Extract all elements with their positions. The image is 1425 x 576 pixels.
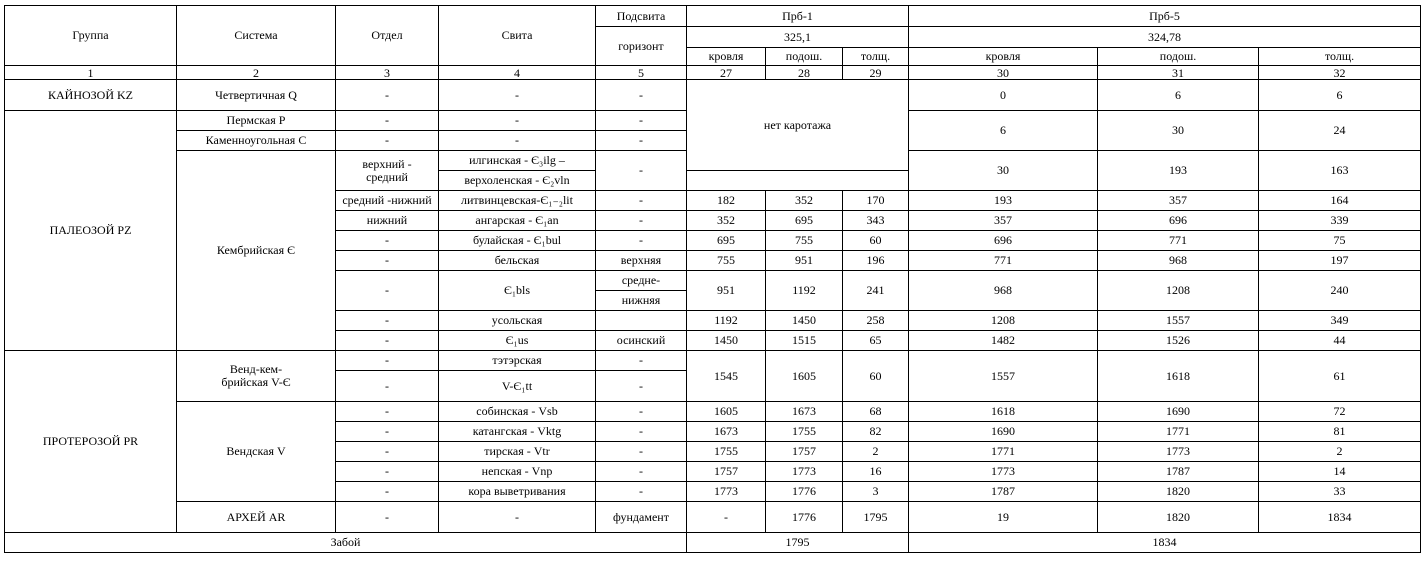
- svita-lit: литвинцевская-Є₁₋₂lit: [439, 191, 596, 211]
- otdel-cell: -: [336, 111, 439, 131]
- w2-podosh: 193: [1098, 151, 1259, 191]
- w1-krovlya: 1605: [687, 402, 766, 422]
- w1-krovlya: 1192: [687, 311, 766, 331]
- header-w1-krovlya: кровля: [687, 48, 766, 66]
- otdel-sred-nizh: средний -нижний: [336, 191, 439, 211]
- w2-tolsch: 24: [1259, 111, 1421, 151]
- w2-krovlya: 771: [909, 251, 1098, 271]
- stratigraphy-table: [4, 5, 1421, 553]
- otdel-cell: -: [336, 371, 439, 402]
- system-vend: Вендская V: [177, 402, 336, 502]
- otdel-cell: -: [336, 482, 439, 502]
- w1-krovlya: 1776: [766, 502, 843, 533]
- stratigraphy-table-container: [4, 5, 1421, 553]
- svita-tir: тирская - Vtr: [439, 442, 596, 462]
- w2-podosh: 1526: [1098, 331, 1259, 351]
- column-numbers-row: [5, 66, 1421, 80]
- w1-podosh: 1450: [766, 311, 843, 331]
- footer-zaboy-label: Забой: [5, 533, 687, 553]
- podsvita-cell: -: [596, 351, 687, 371]
- w2-tolsch: 240: [1259, 271, 1421, 311]
- w2-tolsch: 164: [1259, 191, 1421, 211]
- w1-tolsch: 258: [843, 311, 909, 331]
- header-sistema: Система: [177, 6, 336, 66]
- system-c: Каменноугольная C: [177, 131, 336, 151]
- w1-tolsch: 65: [843, 331, 909, 351]
- w1-krovlya: 1773: [687, 482, 766, 502]
- w1-podosh: 352: [766, 191, 843, 211]
- w2-tolsch: 339: [1259, 211, 1421, 231]
- w2-krovlya: 0: [909, 80, 1098, 111]
- w2-tolsch: 72: [1259, 402, 1421, 422]
- w2-krovlya: 30: [909, 151, 1098, 191]
- no-log-cell: нет каротажа: [687, 80, 909, 171]
- w2-tolsch: 349: [1259, 311, 1421, 331]
- podsvita-cell: -: [596, 151, 687, 191]
- podsvita-cell: -: [596, 462, 687, 482]
- w1-tolsch: 19: [909, 502, 1098, 533]
- svita-vtt: V-Є₁tt: [439, 371, 596, 402]
- footer-zaboy-well-2: 1834: [909, 533, 1421, 553]
- table-row: [5, 80, 1421, 111]
- w1-podosh: 1515: [766, 331, 843, 351]
- podsvita-cell: -: [596, 231, 687, 251]
- otdel-cell: -: [336, 442, 439, 462]
- svita-nep: непская - Vnp: [439, 462, 596, 482]
- podsvita-cell: -: [596, 402, 687, 422]
- svita-tet: тэтэрская: [439, 351, 596, 371]
- w1-krovlya: 1673: [687, 422, 766, 442]
- podsvita-cell: -: [687, 502, 766, 533]
- w1-krovlya: 182: [687, 191, 766, 211]
- col-number: 4: [439, 66, 596, 80]
- svita-kat: катангская - Vktg: [439, 422, 596, 442]
- system-cambrian: Кембрийская Є: [177, 151, 336, 351]
- svita-kora: кора выветривания: [439, 482, 596, 502]
- header-w2-podosh: подош.: [1098, 48, 1259, 66]
- w2-tolsch: 44: [1259, 331, 1421, 351]
- w1-tolsch: 60: [843, 351, 909, 402]
- header-row-1: [5, 6, 1421, 27]
- w1-krovlya: 1450: [687, 331, 766, 351]
- header-gruppa: Группа: [5, 6, 177, 66]
- w2-podosh: 1820: [1098, 482, 1259, 502]
- w1-podosh: 1773: [766, 462, 843, 482]
- otdel-nizh: нижний: [336, 211, 439, 231]
- w1-podosh: 1673: [766, 402, 843, 422]
- w2-podosh: 1834: [1259, 502, 1421, 533]
- otdel-cell: -: [336, 231, 439, 251]
- podsvita-osin: осинский: [596, 331, 687, 351]
- w2-podosh: 1690: [1098, 402, 1259, 422]
- podsvita-cell: -: [596, 442, 687, 462]
- w1-podosh: 951: [766, 251, 843, 271]
- header-podsvita: Подсвита: [596, 6, 687, 27]
- w2-krovlya: 968: [909, 271, 1098, 311]
- footer-zaboy-well-1: 1795: [687, 533, 909, 553]
- col-number: 2: [177, 66, 336, 80]
- w2-tolsch: 197: [1259, 251, 1421, 271]
- otdel-cell: -: [336, 80, 439, 111]
- w1-tolsch: 170: [843, 191, 909, 211]
- w1-podosh: 695: [766, 211, 843, 231]
- w2-podosh: 1208: [1098, 271, 1259, 311]
- w1-tolsch: 3: [843, 482, 909, 502]
- svita-ilg: илгинская - Є₃ilg –: [439, 151, 596, 171]
- w2-podosh: 30: [1098, 111, 1259, 151]
- podsvita-cell: -: [596, 131, 687, 151]
- system-cell: -: [336, 502, 439, 533]
- w2-krovlya: 1208: [909, 311, 1098, 331]
- col-number: 32: [1259, 66, 1421, 80]
- header-w1-tolsch: толщ.: [843, 48, 909, 66]
- col-number: 3: [336, 66, 439, 80]
- w1-tolsch: 2: [843, 442, 909, 462]
- col-number: 28: [766, 66, 843, 80]
- w2-krovlya: 1771: [909, 442, 1098, 462]
- podsvita-cell: -: [596, 371, 687, 402]
- w1-tolsch: 241: [843, 271, 909, 311]
- w1-krovlya: 695: [687, 231, 766, 251]
- w2-podosh: 357: [1098, 191, 1259, 211]
- w2-tolsch: 6: [1259, 80, 1421, 111]
- w1-tolsch: 82: [843, 422, 909, 442]
- w2-krovlya: 1482: [909, 331, 1098, 351]
- otdel-cell: -: [336, 351, 439, 371]
- w1-krovlya: 1545: [687, 351, 766, 402]
- header-w1-podosh: подош.: [766, 48, 843, 66]
- svita-us: Є₁us: [439, 331, 596, 351]
- podsvita-cell: -: [596, 422, 687, 442]
- w2-tolsch: 163: [1259, 151, 1421, 191]
- table-row: [5, 351, 1421, 371]
- system-vend-cambrian: [177, 351, 336, 402]
- podsvita-verh: верхняя: [596, 251, 687, 271]
- otdel-cell: -: [336, 131, 439, 151]
- system-q: Четвертичная Q: [177, 80, 336, 111]
- header-gorizont: горизонт: [596, 27, 687, 66]
- w1-tolsch: 196: [843, 251, 909, 271]
- svita-sob: собинская - Vsb: [439, 402, 596, 422]
- system-vend-cambrian-line-1: Венд-кем-: [229, 362, 283, 376]
- w1-tolsch: 16: [843, 462, 909, 482]
- svita-cell: -: [439, 131, 596, 151]
- podsvita-cell: -: [596, 191, 687, 211]
- w2-tolsch: 14: [1259, 462, 1421, 482]
- w2-podosh: 6: [1098, 80, 1259, 111]
- col-number: 27: [687, 66, 766, 80]
- col-number: 30: [909, 66, 1098, 80]
- podsvita-nizhnyaya: нижняя: [596, 291, 687, 311]
- w1-krovlya: 1757: [687, 462, 766, 482]
- header-well-2-altitude: 324,78: [909, 27, 1421, 48]
- system-vend-cambrian-line-2: брийская V-Є: [221, 375, 291, 389]
- group-pz: ПАЛЕОЗОЙ PZ: [5, 111, 177, 351]
- svita-fund: фундамент: [596, 502, 687, 533]
- w1-krovlya: 1755: [687, 442, 766, 462]
- header-w2-tolsch: толщ.: [1259, 48, 1421, 66]
- w2-podosh: 1773: [1098, 442, 1259, 462]
- w2-krovlya: 1557: [909, 351, 1098, 402]
- w1-podosh: 1757: [766, 442, 843, 462]
- table-row: [5, 402, 1421, 422]
- podsvita-cell: -: [596, 211, 687, 231]
- w1-podosh: 1605: [766, 351, 843, 402]
- podsvita-cell: -: [596, 111, 687, 131]
- w2-podosh: 968: [1098, 251, 1259, 271]
- w2-tolsch: 81: [1259, 422, 1421, 442]
- otdel-cell: -: [336, 462, 439, 482]
- col-number: 5: [596, 66, 687, 80]
- w2-krovlya: 1787: [909, 482, 1098, 502]
- svita-bel: бельская: [439, 251, 596, 271]
- svita-bls: Є₁bls: [439, 271, 596, 311]
- otdel-cell: -: [336, 331, 439, 351]
- table-row: [5, 502, 1421, 533]
- w1-podosh: 1755: [766, 422, 843, 442]
- col-number: 29: [843, 66, 909, 80]
- otdel-cell: -: [439, 502, 596, 533]
- svita-vln: верхоленская - Є₂vln: [439, 171, 596, 191]
- w2-krovlya: 696: [909, 231, 1098, 251]
- col-number: 31: [1098, 66, 1259, 80]
- w2-krovlya: 1618: [909, 402, 1098, 422]
- w2-podosh: 1771: [1098, 422, 1259, 442]
- w2-tolsch: 2: [1259, 442, 1421, 462]
- svita-an: ангарская - Є₁an: [439, 211, 596, 231]
- group-ar: АРХЕЙ AR: [177, 502, 336, 533]
- w1-tolsch: 343: [843, 211, 909, 231]
- w2-krovlya: 193: [909, 191, 1098, 211]
- header-well-2: Прб-5: [909, 6, 1421, 27]
- otdel-cell: -: [336, 422, 439, 442]
- w2-podosh: 1787: [1098, 462, 1259, 482]
- w1-podosh: 755: [766, 231, 843, 251]
- w1-podosh: 1192: [766, 271, 843, 311]
- group-pr: ПРОТЕРОЗОЙ PR: [5, 351, 177, 533]
- system-p: Пермская P: [177, 111, 336, 131]
- w2-podosh: 696: [1098, 211, 1259, 231]
- w1-krovlya: 951: [687, 271, 766, 311]
- w2-krovlya: 1690: [909, 422, 1098, 442]
- w1-tolsch: 60: [843, 231, 909, 251]
- w1-tolsch: 68: [843, 402, 909, 422]
- svita-usol: усольская: [439, 311, 596, 331]
- group-kz: КАЙНОЗОЙ KZ: [5, 80, 177, 111]
- otdel-cell: -: [336, 251, 439, 271]
- otdel-cell: -: [336, 271, 439, 311]
- w1-podosh: 1776: [766, 482, 843, 502]
- header-w2-krovlya: кровля: [909, 48, 1098, 66]
- col-number: 1: [5, 66, 177, 80]
- w1-krovlya: 352: [687, 211, 766, 231]
- svita-cell: -: [439, 111, 596, 131]
- otdel-verh-sred-line-2: средний: [366, 169, 408, 184]
- w2-tolsch: 33: [1259, 482, 1421, 502]
- w2-podosh: 1618: [1098, 351, 1259, 402]
- otdel-cell: -: [336, 402, 439, 422]
- svita-bul: булайская - Є₁bul: [439, 231, 596, 251]
- otdel-verh-sred: [336, 151, 439, 191]
- w2-krovlya: 1820: [1098, 502, 1259, 533]
- otdel-verh-sred-line-1: верхний -: [362, 156, 412, 171]
- otdel-cell: -: [336, 311, 439, 331]
- footer-row: [5, 533, 1421, 553]
- w2-podosh: 1557: [1098, 311, 1259, 331]
- w2-podosh: 771: [1098, 231, 1259, 251]
- w2-tolsch: 61: [1259, 351, 1421, 402]
- svita-cell: -: [439, 80, 596, 111]
- w1-krovlya: 755: [687, 251, 766, 271]
- podsvita-cell: -: [596, 482, 687, 502]
- podsvita-sredne: средне-: [596, 271, 687, 291]
- header-well-1: Прб-1: [687, 6, 909, 27]
- w2-krovlya: 357: [909, 211, 1098, 231]
- podsvita-empty: [596, 311, 687, 331]
- w1-podosh: 1795: [843, 502, 909, 533]
- header-svita: Свита: [439, 6, 596, 66]
- w2-krovlya: 1773: [909, 462, 1098, 482]
- podsvita-cell: -: [596, 80, 687, 111]
- w2-krovlya: 6: [909, 111, 1098, 151]
- header-well-1-altitude: 325,1: [687, 27, 909, 48]
- w2-tolsch: 75: [1259, 231, 1421, 251]
- header-otdel: Отдел: [336, 6, 439, 66]
